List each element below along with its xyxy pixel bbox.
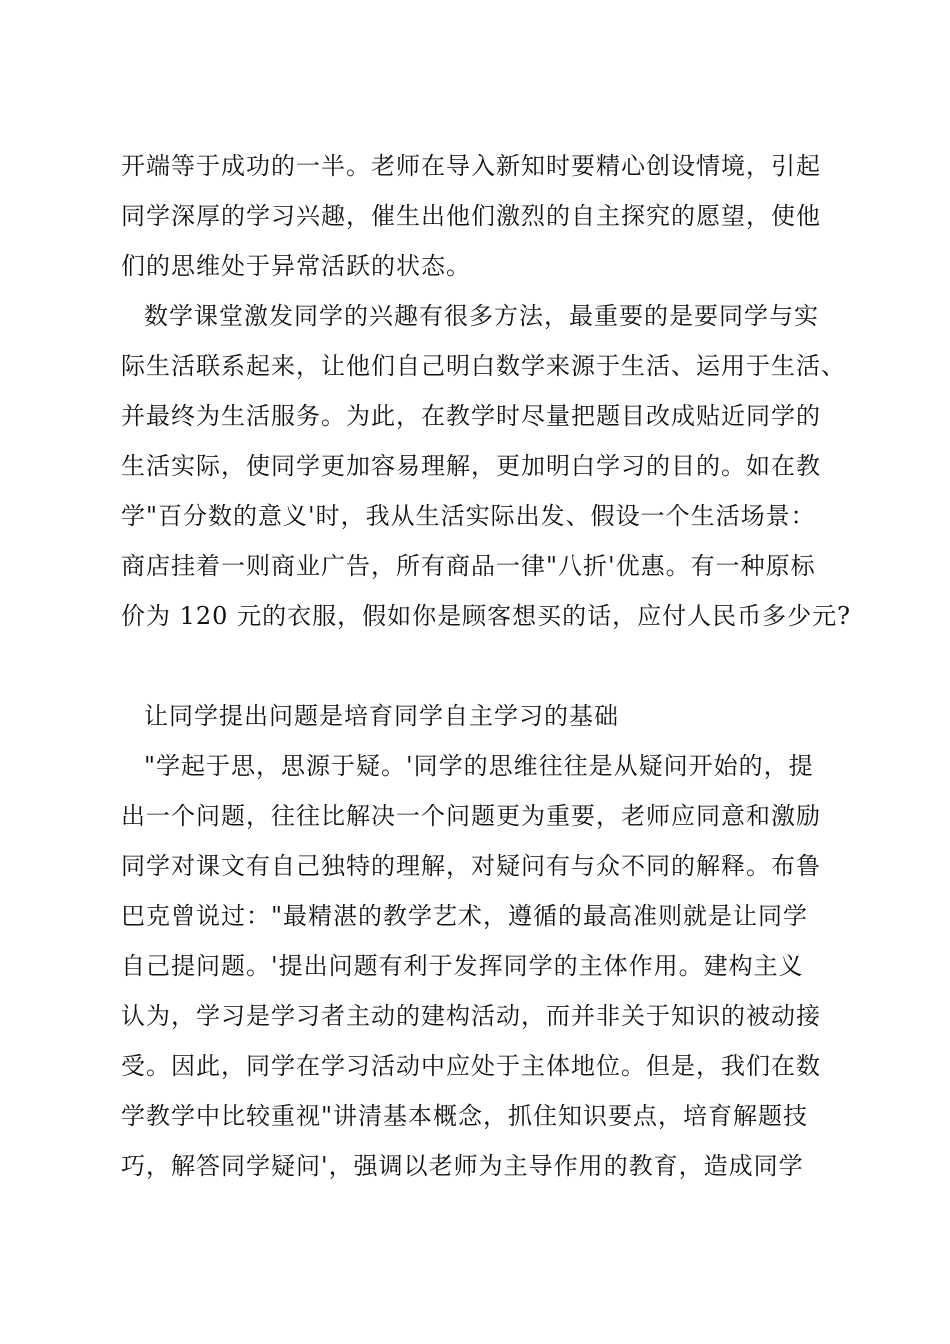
paragraph-line: 巧，解答同学疑问'，强调以老师为主导作用的教育，造成同学 (121, 1152, 804, 1180)
paragraph-line: 们的思维处于异常活跃的状态。 (121, 252, 471, 280)
paragraph-line: 出一个问题，往往比解决一个问题更为重要，老师应同意和激励 (121, 802, 821, 830)
paragraph-line: 学"百分数的意义'时，我从生活实际出发、假设一个生活场景： (121, 502, 816, 530)
paragraph-line: 巴克曾说过："最精湛的教学艺术，遵循的最高准则就是让同学 (121, 902, 809, 930)
paragraph-line: "学起于思，思源于疑。'同学的思维往往是从疑问开始的，提 (144, 752, 814, 780)
paragraph-line: 同学深厚的学习兴趣，催生出他们激烈的自主探究的愿望，使他 (121, 202, 821, 230)
paragraph-line: 自己提问题。'提出问题有利于发挥同学的主体作用。建构主义 (121, 952, 804, 980)
section-heading: 让同学提出问题是培育同学自主学习的基础 (144, 702, 619, 730)
paragraph-line: 并最终为生活服务。为此，在教学时尽量把题目改成贴近同学的 (121, 402, 821, 430)
paragraph-line: 际生活联系起来，让他们自己明白数学来源于生活、运用于生活、 (121, 352, 846, 380)
paragraph-line: 同学对课文有自己独特的理解，对疑问有与众不同的解释。布鲁 (121, 852, 821, 880)
paragraph-line: 价为 120 元的衣服，假如你是顾客想买的话，应付人民币多少元? (121, 602, 851, 630)
paragraph-line: 生活实际，使同学更加容易理解，更加明白学习的目的。如在教 (121, 452, 821, 480)
paragraph-line: 商店挂着一则商业广告，所有商品一律"八折'优惠。有一种原标 (121, 552, 816, 580)
paragraph-line: 开端等于成功的一半。老师在导入新知时要精心创设情境，引起 (121, 152, 821, 180)
paragraph-line: 认为，学习是学习者主动的建构活动，而并非关于知识的被动接 (121, 1002, 821, 1030)
paragraph-line: 学教学中比较重视"讲清基本概念，抓住知识要点，培育解题技 (121, 1102, 809, 1130)
paragraph-line: 受。因此，同学在学习活动中应处于主体地位。但是，我们在数 (121, 1052, 821, 1080)
paragraph-line: 数学课堂激发同学的兴趣有很多方法，最重要的是要同学与实 (144, 302, 819, 330)
